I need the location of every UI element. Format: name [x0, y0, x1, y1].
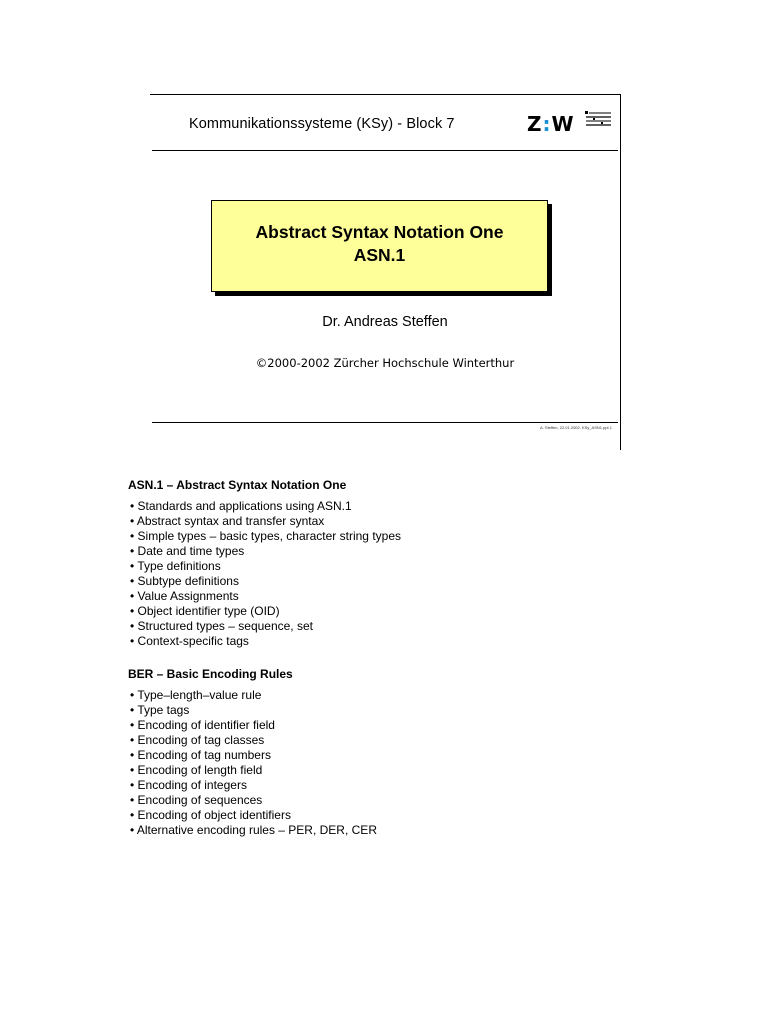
- list-item: • Object identifier type (OID): [130, 604, 668, 619]
- author-name: Dr. Andreas Steffen: [322, 314, 448, 330]
- list-item: • Subtype definitions: [130, 574, 668, 589]
- section-items-asn1: [130, 499, 668, 649]
- slide-header-title: Kommunikationssysteme (KSy) - Block 7: [189, 116, 455, 132]
- title-box: [211, 200, 548, 292]
- list-item: • Type tags: [130, 703, 668, 718]
- slide-thumbnail: [150, 94, 622, 450]
- list-item: • Encoding of tag classes: [130, 733, 668, 748]
- slide-frame-top: [150, 94, 621, 95]
- list-item: • Simple types – basic types, character string types: [130, 529, 668, 544]
- section-title-asn1: ASN.1 – Abstract Syntax Notation One: [128, 478, 347, 492]
- header-divider: [152, 150, 618, 151]
- list-item: • Context-specific tags: [130, 634, 668, 649]
- section-title-ber: BER – Basic Encoding Rules: [128, 667, 293, 681]
- list-item: • Encoding of object identifiers: [130, 808, 668, 823]
- slide-title: Abstract Syntax Notation One: [255, 222, 504, 242]
- list-item: • Date and time types: [130, 544, 668, 559]
- zhw-logo-text: Z:W: [527, 112, 575, 136]
- list-item: • Structured types – sequence, set: [130, 619, 668, 634]
- zhw-logo: [527, 110, 613, 134]
- list-item: • Encoding of length field: [130, 763, 668, 778]
- section-items-ber: [130, 688, 668, 838]
- list-item: • Encoding of sequences: [130, 793, 668, 808]
- list-item: • Encoding of identifier field: [130, 718, 668, 733]
- footer-divider: [152, 422, 618, 423]
- slide-footer: A. Steffen, 22.01.2002, KSy_ASN1.ppt 1: [540, 425, 612, 430]
- list-item: • Type–length–value rule: [130, 688, 668, 703]
- list-item: • Encoding of tag numbers: [130, 748, 668, 763]
- slide-subtitle: ASN.1: [353, 245, 406, 265]
- slide-frame-right: [620, 94, 621, 450]
- list-item: • Standards and applications using ASN.1: [130, 499, 668, 514]
- list-item: • Alternative encoding rules – PER, DER, CER: [130, 823, 668, 838]
- zhw-logo-mark-icon: [583, 110, 613, 128]
- list-item: • Abstract syntax and transfer syntax: [130, 514, 668, 529]
- list-item: • Encoding of integers: [130, 778, 668, 793]
- list-item: • Type definitions: [130, 559, 668, 574]
- list-item: • Value Assignments: [130, 589, 668, 604]
- outline: [128, 478, 668, 856]
- copyright-notice: ©2000-2002 Zürcher Hochschule Winterthur: [255, 356, 515, 370]
